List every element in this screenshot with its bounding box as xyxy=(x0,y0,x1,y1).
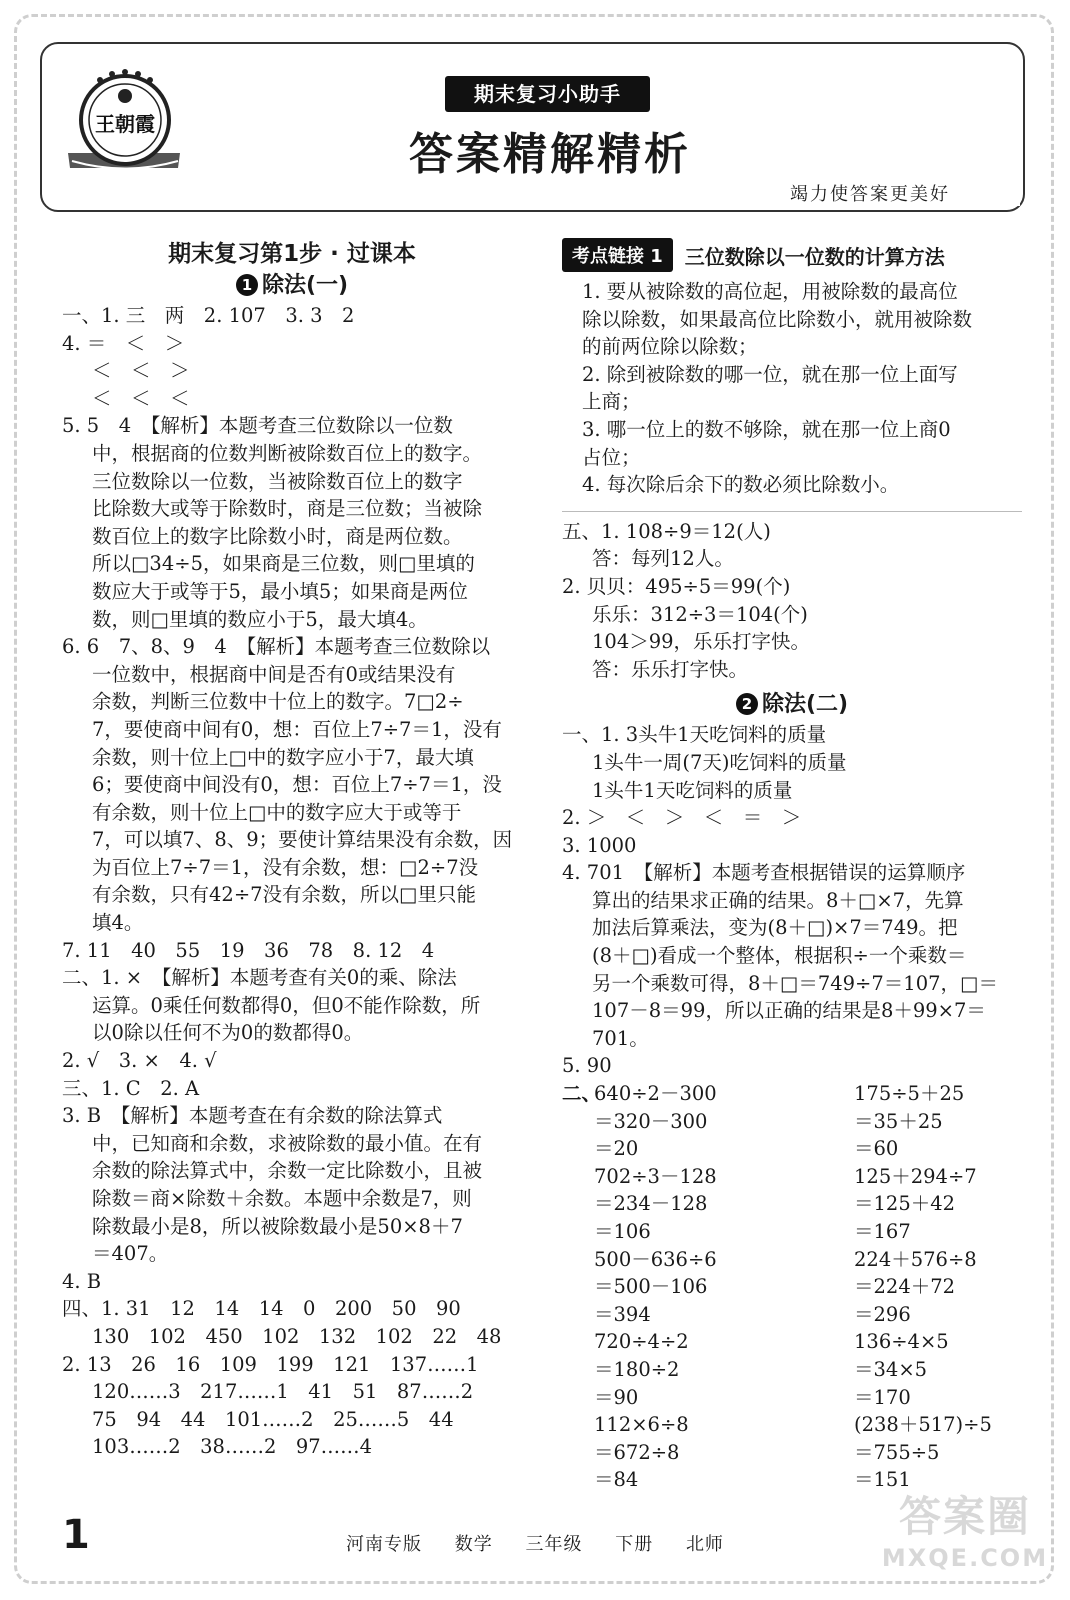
calc-step: 500－636÷6 xyxy=(594,1247,717,1271)
answer-line: 1头牛一周(7天)吃饲料的质量 xyxy=(592,750,847,774)
answer-line: 6；要使商中间没有0，想：百位上7÷7＝1，没 xyxy=(92,773,502,797)
calc-step: ＝170 xyxy=(854,1385,911,1409)
calc-step: 125＋294÷7 xyxy=(854,1164,977,1188)
review-step-title: 期末复习第1步 · 过课本 xyxy=(168,241,416,267)
calc-step: 720÷4÷2 xyxy=(594,1330,689,1354)
answer-line: 一位数中，根据商中间是否有0或结果没有 xyxy=(92,662,456,686)
answer-line: 120……3 217……1 41 51 87……2 xyxy=(92,1380,474,1404)
answer-line: 107－8＝99，所以正确的结果是8＋99×7＝ xyxy=(592,999,986,1023)
answer-line: 加法后算乘法，变为(8＋□)×7＝749。把 xyxy=(592,916,958,940)
calc-step: ＝672÷8 xyxy=(594,1440,680,1464)
answer-line: 104＞99，乐乐打字快。 xyxy=(592,630,811,654)
calc-step: ＝151 xyxy=(854,1468,911,1492)
calc-step: ＝320－300 xyxy=(594,1109,708,1133)
tagline-bar: 期末复习小助手 xyxy=(445,76,650,112)
brand-logo xyxy=(60,58,190,188)
answer-line: 中，根据商的位数判断被除数百位上的数字。 xyxy=(92,441,483,465)
answer-line: 有余数，只有42÷7没有余数，所以□里只能 xyxy=(92,883,476,907)
answer-line: 701。 xyxy=(592,1026,649,1050)
answer-line: 7，可以填7、8、9；要使计算结果没有余数，因 xyxy=(92,828,513,852)
answer-line: 答：每列12人。 xyxy=(592,547,734,571)
answer-line: 3. B 【解析】本题考查在有余数的除法算式 xyxy=(62,1104,443,1128)
answer-line: ＝407。 xyxy=(92,1242,169,1266)
answer-line: 4. 701 【解析】本题考查根据错误的运算顺序 xyxy=(562,861,966,885)
page-number: 1 xyxy=(62,1512,90,1558)
answer-line: 2. 13 26 16 109 199 121 137……1 xyxy=(62,1352,479,1376)
calc-left-column xyxy=(594,1080,854,1494)
site-watermark xyxy=(880,1490,1050,1590)
footer-subject: 数学 xyxy=(454,1534,493,1555)
section-title: 除法(二) xyxy=(761,692,849,718)
svg-text:王朝霞: 王朝霞 xyxy=(95,112,155,136)
watermark-bottom: MXQE.COM xyxy=(881,1544,1049,1572)
calc-grid xyxy=(562,1080,1022,1494)
method-line: 的前两位除以除数； xyxy=(582,335,758,359)
answer-line: 130 102 450 102 132 102 22 48 xyxy=(92,1324,502,1348)
answer-line: 3. 1000 xyxy=(562,833,637,857)
answer-line: 三、1. C 2. A xyxy=(62,1076,200,1100)
calc-right-column xyxy=(854,1080,1054,1494)
answer-line: 除数＝商×除数＋余数。本题中余数是7，则 xyxy=(92,1187,472,1210)
method-line: 2. 除到被除数的哪一位，就在那一位上面写 xyxy=(582,362,958,386)
answer-line: 比除数大或等于除数时，商是三位数；当被除 xyxy=(92,497,483,521)
calc-step: ＝500－106 xyxy=(594,1275,708,1299)
answer-line: 余数的除法算式中，余数一定比除数小，且被 xyxy=(92,1159,483,1183)
knowledge-link-badge: 考点链接 1 xyxy=(562,238,673,272)
answer-line: 三位数除以一位数，当被除数百位上的数字 xyxy=(92,469,463,493)
answer-line: 运算。0乘任何数都得0，但0不能作除数，所 xyxy=(92,993,481,1017)
method-line: 上商； xyxy=(582,390,641,414)
answer-line: 103……2 38……2 97……4 xyxy=(92,1435,373,1459)
footer-info xyxy=(346,1530,750,1556)
slogan: 竭力使答案更美好 xyxy=(720,180,1020,206)
answer-line: 2. √ 3. × 4. √ xyxy=(62,1049,217,1073)
answer-line: 数百位上的数字比除数小时，商是两位数。 xyxy=(92,524,463,548)
method-line: 除以除数，如果最高位比除数小，就用被除数 xyxy=(582,307,973,331)
answer-line: 数，则□里填的数应小于5，最大填4。 xyxy=(92,607,428,631)
footer-publisher: 北师 xyxy=(685,1534,724,1555)
answer-line: 以0除以任何不为0的数都得0。 xyxy=(92,1021,364,1045)
calculation-block xyxy=(562,1080,1022,1494)
section-heading-division-2 xyxy=(562,689,1022,721)
answer-line: 7，要使商中间有0，想：百位上7÷7＝1，没有 xyxy=(92,717,502,741)
calc-step: 175÷5＋25 xyxy=(854,1082,965,1106)
knowledge-link-header xyxy=(562,238,1022,272)
section-number-badge: 1 xyxy=(236,274,258,296)
calc-step: ＝84 xyxy=(594,1468,639,1492)
footer-edition: 河南专版 xyxy=(346,1534,422,1555)
answer-line: 答：乐乐打字快。 xyxy=(592,657,749,681)
answer-line: 中，已知商和余数，求被除数的最小值。在有 xyxy=(92,1131,483,1155)
answer-line: 一、1. 三 两 2. 107 3. 3 2 xyxy=(62,304,355,327)
method-line: 1. 要从被除数的高位起，用被除数的最高位 xyxy=(582,280,958,303)
footer-grade: 三年级 xyxy=(525,1534,583,1555)
calc-step: 640÷2－300 xyxy=(594,1082,717,1106)
calc-step: ＝224＋72 xyxy=(854,1275,956,1299)
answer-line: 5. 90 xyxy=(562,1054,612,1078)
answer-line: 数应大于或等于5，最小填5；如果商是两位 xyxy=(92,579,468,603)
calc-step: ＝90 xyxy=(594,1385,639,1409)
answer-line: 乐乐：312÷3＝104(个) xyxy=(592,602,808,626)
answer-line: 算出的结果求正确的结果。8＋□×7，先算 xyxy=(592,888,964,912)
answer-line: 6. 6 7、8、9 4 【解析】本题考查三位数除以 xyxy=(62,635,491,659)
calc-label: 二、 xyxy=(562,1082,602,1106)
answer-line: 4. ＝ ＜ ＞ xyxy=(62,331,185,355)
method-line: 4. 每次除后余下的数必须比除数小。 xyxy=(582,473,900,497)
calc-step: ＝394 xyxy=(594,1302,651,1326)
calc-step: 224＋576÷8 xyxy=(854,1247,977,1271)
footer-volume: 下册 xyxy=(615,1534,654,1555)
divider xyxy=(562,511,1022,512)
answer-line: 余数，则十位上□中的数字应小于7，最大填 xyxy=(92,745,474,769)
page-title: 答案精解精析 xyxy=(409,129,691,180)
knowledge-link-title: 三位数除以一位数的计算方法 xyxy=(684,244,945,269)
answer-line: 为百位上7÷7＝1，没有余数，想：□2÷7没 xyxy=(92,855,479,879)
calc-step: ＝60 xyxy=(854,1137,899,1161)
section-title: 除法(一) xyxy=(261,273,349,298)
answer-line: 所以□34÷5，如果商是三位数，则□里填的 xyxy=(92,552,475,576)
right-column xyxy=(562,238,1022,1494)
calc-step: ＝125＋42 xyxy=(854,1192,956,1216)
answer-line: 除数最小是8，所以被除数最小是50×8＋7 xyxy=(92,1214,463,1238)
method-line: 占位； xyxy=(582,445,641,469)
answer-line: (8＋□)看成一个整体，根据积÷一个乘数＝ xyxy=(592,944,967,968)
calc-step: (238＋517)÷5 xyxy=(854,1413,992,1437)
calc-step: ＝167 xyxy=(854,1220,911,1243)
calc-step: ＝35＋25 xyxy=(854,1109,943,1133)
calc-step: 702÷3－128 xyxy=(594,1164,717,1188)
answer-line: 另一个乘数可得，8＋□＝749÷7＝107，□＝ xyxy=(592,971,998,995)
section-number-badge: 2 xyxy=(736,693,758,715)
answer-line: 1头牛1天吃饲料的质量 xyxy=(592,778,793,802)
answer-line: 一、1. 3头牛1天吃饲料的质量 xyxy=(562,723,827,747)
answer-line: 余数，判断三位数中十位上的数字。7□2÷ xyxy=(92,690,464,714)
answer-line: 二、1. × 【解析】本题考查有关0的乘、除法 xyxy=(62,966,457,990)
answer-line: 4. B xyxy=(62,1269,102,1293)
calc-step: ＝296 xyxy=(854,1302,911,1326)
calc-step: ＝34×5 xyxy=(854,1357,928,1381)
answer-line: 有余数，则十位上□中的数字应大于或等于 xyxy=(92,800,462,824)
left-column xyxy=(62,238,522,1461)
calc-step: 136÷4×5 xyxy=(854,1330,949,1354)
answer-line: 75 94 44 101……2 25……5 44 xyxy=(92,1407,454,1431)
answer-line: ＜ ＜ ＜ xyxy=(92,386,190,410)
answer-line: 2. 贝贝：495÷5＝99(个) xyxy=(562,574,791,598)
calc-step: ＝234－128 xyxy=(594,1192,708,1216)
calc-step: ＝106 xyxy=(594,1220,651,1243)
calc-step: ＝755÷5 xyxy=(854,1440,940,1464)
watermark-top: 答案圈 xyxy=(898,1492,1031,1541)
section-heading-division-1 xyxy=(62,270,522,302)
calc-step: ＝180÷2 xyxy=(594,1357,680,1381)
calc-step: ＝20 xyxy=(594,1137,639,1161)
method-line: 3. 哪一位上的数不够除，就在那一位上商0 xyxy=(582,417,951,441)
answer-line: 五、1. 108÷9＝12(人) xyxy=(562,519,771,543)
answer-line: 2. ＞ ＜ ＞ ＜ ＝ ＞ xyxy=(562,806,802,830)
answer-line: 四、1. 31 12 14 14 0 200 50 90 xyxy=(62,1297,461,1321)
calc-step: 112×6÷8 xyxy=(594,1413,689,1437)
answer-line: 5. 5 4 【解析】本题考查三位数除以一位数 xyxy=(62,414,453,438)
answer-line: 填4。 xyxy=(92,911,144,935)
answer-line: ＜ ＜ ＞ xyxy=(92,359,190,383)
answer-line: 7. 11 40 55 19 36 78 8. 12 4 xyxy=(62,938,435,962)
